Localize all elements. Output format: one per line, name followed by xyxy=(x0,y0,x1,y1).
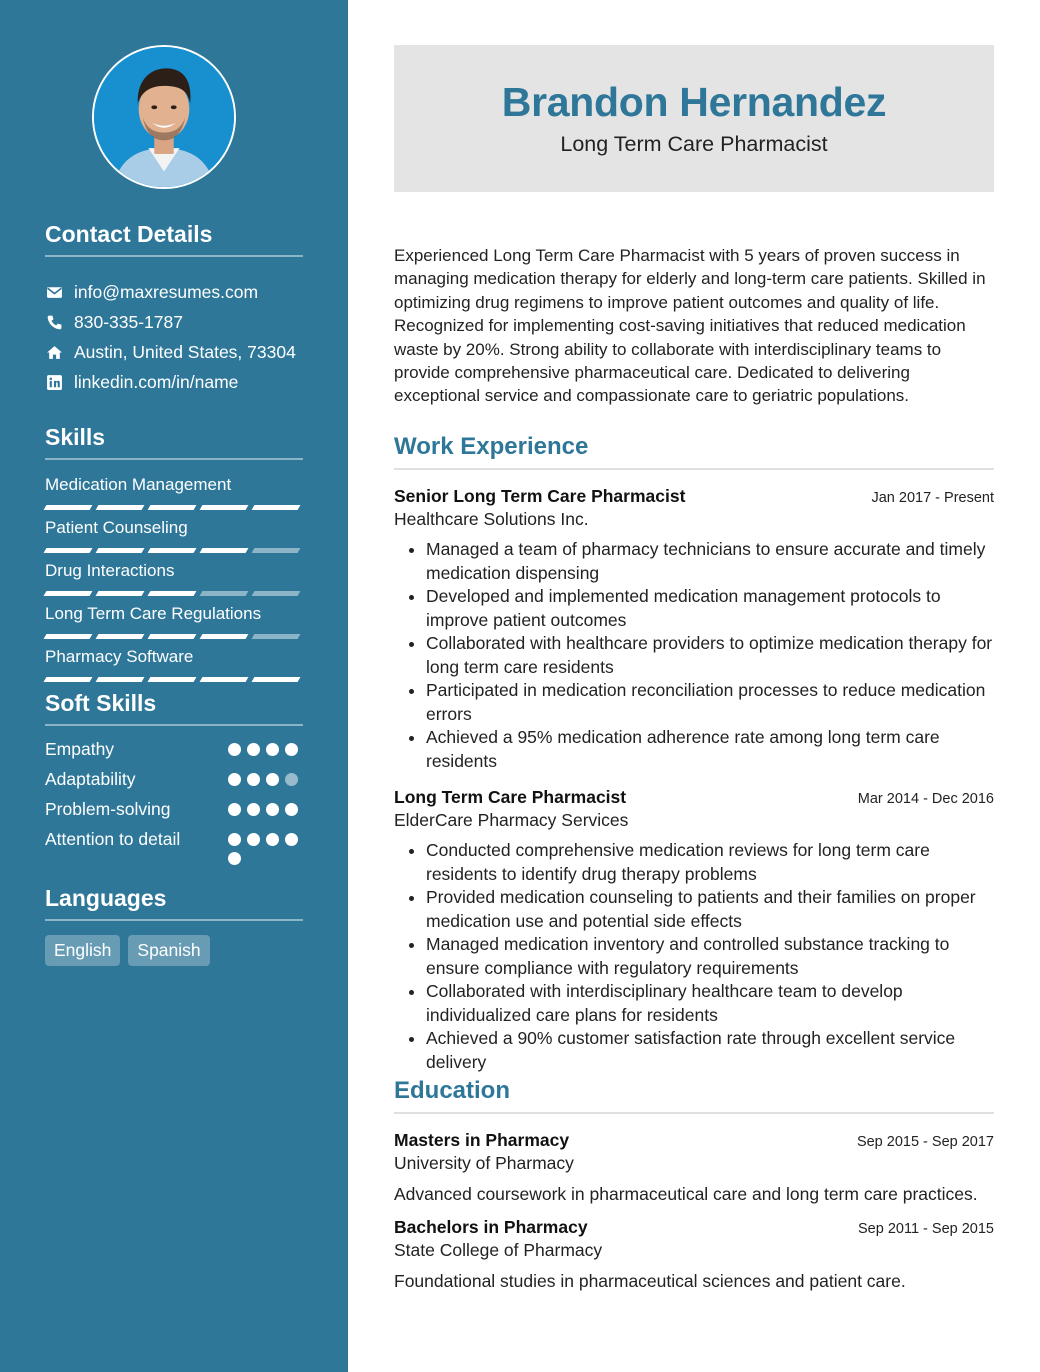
skill-item xyxy=(45,644,303,687)
job-bullet: • Developed and implemented medication management protocols to improve patient outcomes xyxy=(426,585,994,632)
skill-level-segment xyxy=(44,591,93,596)
job-entry xyxy=(394,486,994,773)
job-role: Long Term Care Pharmacist xyxy=(394,787,627,807)
rating-dot xyxy=(266,743,279,756)
skills-section xyxy=(45,424,303,687)
rating-dot xyxy=(247,773,260,786)
soft-skill-list xyxy=(45,738,303,865)
skill-item xyxy=(45,515,303,558)
skill-level-segment xyxy=(200,548,249,553)
job-bullet: • Provided medication counseling to patients and their families on proper medication use and potential side effects xyxy=(426,886,994,933)
candidate-title: Long Term Care Pharmacist xyxy=(560,132,828,156)
skill-bar xyxy=(45,591,303,596)
skill-level-segment xyxy=(252,591,301,596)
soft-skill-name: Problem-solving xyxy=(45,799,171,819)
job-bullet: • Managed a team of pharmacy technicians to ensure accurate and timely medication dispensing xyxy=(426,538,994,585)
rating-dot xyxy=(285,833,298,846)
skill-item xyxy=(45,601,303,644)
soft-skill-rating xyxy=(228,738,303,768)
rating-dot xyxy=(228,833,241,846)
job-bullet: • Achieved a 95% medication adherence rate among long term care residents xyxy=(426,726,994,773)
soft-skill-item xyxy=(45,768,303,798)
skill-level-segment xyxy=(148,548,197,553)
profile-summary: Experienced Long Term Care Pharmacist with 5 years of proven success in managing medication therapy for elderly and long-term care patients. Skilled in optimizing drug regimens to improve patient outcomes and quality of life. Recognized for implementing cost-saving initiatives that reduced medication waste by 20%. Strong ability to collaborate with interdisciplinary teams to provide comprehensive pharmaceutical care. Dedicated to delivering exceptional service and compassionate care to geriatric populations. xyxy=(394,246,986,406)
rating-dot xyxy=(247,833,260,846)
skill-list xyxy=(45,472,303,687)
contact-address-text: Austin, United States, 73304 xyxy=(74,341,296,362)
skill-level-segment xyxy=(200,591,249,596)
rating-dot xyxy=(285,773,298,786)
contact-linkedin[interactable] xyxy=(45,367,303,397)
home-icon xyxy=(45,343,63,361)
contact-phone[interactable] xyxy=(45,307,303,337)
rating-dot xyxy=(266,803,279,816)
languages-title: Languages xyxy=(45,885,303,921)
job-bullet: • Collaborated with interdisciplinary healthcare team to develop individualized care plans for residents xyxy=(426,980,994,1027)
rating-dot xyxy=(247,803,260,816)
job-company: Healthcare Solutions Inc. xyxy=(394,509,589,529)
skill-name: Medication Management xyxy=(45,475,232,494)
job-role: Senior Long Term Care Pharmacist xyxy=(394,486,686,506)
education-entry xyxy=(394,1217,994,1294)
phone-icon xyxy=(45,313,63,331)
education-entry xyxy=(394,1130,994,1207)
rating-dot xyxy=(285,743,298,756)
soft-skill-rating xyxy=(228,798,303,828)
sidebar xyxy=(0,0,348,1372)
job-bullet: • Collaborated with healthcare providers to optimize medication therapy for long term care residents xyxy=(426,632,994,679)
skill-bar xyxy=(45,634,303,639)
school-name: State College of Pharmacy xyxy=(394,1240,603,1260)
soft-skill-rating xyxy=(228,828,303,865)
education-date: Sep 2011 - Sep 2015 xyxy=(858,1221,994,1237)
soft-skill-item xyxy=(45,738,303,768)
work-experience-section xyxy=(394,433,994,1074)
job-date: Mar 2014 - Dec 2016 xyxy=(857,791,994,807)
soft-skills-section xyxy=(45,690,303,865)
soft-skill-name: Adaptability xyxy=(45,769,136,789)
skill-name: Patient Counseling xyxy=(45,518,188,537)
skill-bar xyxy=(45,548,303,553)
skill-level-segment xyxy=(44,505,93,510)
soft-skill-rating xyxy=(228,768,303,798)
rating-dot xyxy=(266,833,279,846)
skill-bar xyxy=(45,505,303,510)
skill-level-segment xyxy=(148,591,197,596)
contact-linkedin-text: linkedin.com/in/name xyxy=(74,371,239,392)
skill-level-segment xyxy=(96,591,145,596)
contact-title: Contact Details xyxy=(45,221,303,257)
language-list xyxy=(45,935,303,966)
skill-name: Long Term Care Regulations xyxy=(45,604,262,623)
resume-header xyxy=(394,45,994,192)
rating-dot xyxy=(228,852,241,865)
contact-email[interactable] xyxy=(45,277,303,307)
language-chip-english: English xyxy=(45,935,120,966)
skill-level-segment xyxy=(44,677,93,682)
skill-level-segment xyxy=(44,634,93,639)
languages-section xyxy=(45,885,303,966)
job-bullet: • Participated in medication reconciliation processes to reduce medication errors xyxy=(426,679,994,726)
education-section xyxy=(394,1077,994,1294)
job-bullets xyxy=(394,839,994,1074)
linkedin-icon xyxy=(45,373,63,391)
skill-level-segment xyxy=(96,634,145,639)
skill-level-segment xyxy=(44,548,93,553)
rating-dot xyxy=(228,773,241,786)
job-bullets xyxy=(394,538,994,773)
mail-icon xyxy=(45,283,63,301)
avatar xyxy=(92,45,236,189)
job-date: Jan 2017 - Present xyxy=(871,490,994,506)
soft-skill-item xyxy=(45,798,303,828)
contact-section xyxy=(45,221,303,397)
rating-dot xyxy=(228,803,241,816)
job-bullet: • Managed medication inventory and controlled substance tracking to ensure compliance with regulatory requirements xyxy=(426,933,994,980)
job-bullet: • Conducted comprehensive medication reviews for long term care residents to identify drug therapy problems xyxy=(426,839,994,886)
skill-level-segment xyxy=(252,505,301,510)
skill-bar xyxy=(45,677,303,682)
skill-item xyxy=(45,558,303,601)
skill-level-segment xyxy=(148,634,197,639)
work-experience-title: Work Experience xyxy=(394,433,994,470)
skill-item xyxy=(45,472,303,515)
job-bullet: • Achieved a 90% customer satisfaction rate through excellent service delivery xyxy=(426,1027,994,1074)
skill-level-segment xyxy=(96,677,145,682)
education-title: Education xyxy=(394,1077,994,1114)
skill-level-segment xyxy=(252,677,301,682)
job-company: ElderCare Pharmacy Services xyxy=(394,810,629,830)
soft-skill-item xyxy=(45,828,303,865)
rating-dot xyxy=(285,803,298,816)
education-date: Sep 2015 - Sep 2017 xyxy=(856,1134,994,1150)
soft-skill-name: Attention to detail xyxy=(45,829,181,849)
skill-level-segment xyxy=(200,505,249,510)
skill-level-segment xyxy=(200,677,249,682)
skills-title: Skills xyxy=(45,424,303,460)
skill-level-segment xyxy=(96,505,145,510)
language-chip-spanish: Spanish xyxy=(128,935,209,966)
soft-skills-title: Soft Skills xyxy=(45,690,303,726)
education-description: Foundational studies in pharmaceutical sciences and patient care. xyxy=(394,1271,906,1291)
contact-phone-text: 830-335-1787 xyxy=(74,311,183,332)
skill-name: Pharmacy Software xyxy=(45,647,194,666)
skill-level-segment xyxy=(148,505,197,510)
rating-dot xyxy=(247,743,260,756)
school-name: University of Pharmacy xyxy=(394,1153,574,1173)
skill-name: Drug Interactions xyxy=(45,561,175,580)
contact-email-text: info@maxresumes.com xyxy=(74,281,259,302)
skill-level-segment xyxy=(252,634,301,639)
degree-name: Masters in Pharmacy xyxy=(394,1130,570,1150)
education-description: Advanced coursework in pharmaceutical care and long term care practices. xyxy=(394,1184,978,1204)
skill-level-segment xyxy=(96,548,145,553)
skill-level-segment xyxy=(200,634,249,639)
rating-dot xyxy=(266,773,279,786)
degree-name: Bachelors in Pharmacy xyxy=(394,1217,588,1237)
profile-photo xyxy=(94,47,234,187)
contact-list xyxy=(45,277,303,397)
soft-skill-name: Empathy xyxy=(45,739,115,759)
skill-level-segment xyxy=(148,677,197,682)
job-entry xyxy=(394,787,994,1074)
candidate-name: Brandon Hernandez xyxy=(501,79,887,125)
rating-dot xyxy=(228,743,241,756)
contact-address xyxy=(45,337,303,367)
skill-level-segment xyxy=(252,548,301,553)
